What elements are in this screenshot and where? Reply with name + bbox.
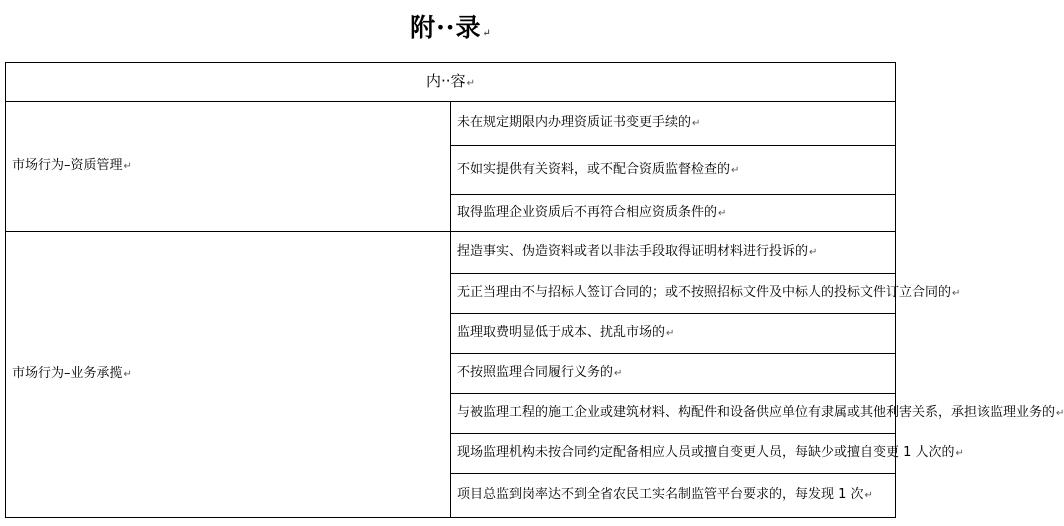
table-row: [6, 232, 896, 274]
item-cell: 捏造事实、伪造资料或者以非法手段取得证明材料进行投诉的↵: [451, 232, 896, 274]
table-row: [6, 102, 896, 146]
item-cell: 不如实提供有关资料，或不配合资质监督检查的↵: [451, 146, 896, 195]
appendix-table: [5, 62, 1064, 518]
table-header-row: [6, 63, 896, 102]
item-cell: 与被监理工程的施工企业或建筑材料、构配件和设备供应单位有隶属或其他利害关系，承担该监理业务的↵: [451, 394, 896, 434]
item-cell: 无正当理由不与招标人签订合同的；或不按照招标文件及中标人的投标文件订立合同的↵: [451, 274, 896, 314]
appendix-title: 附··录↵: [410, 13, 492, 42]
item-cell: 未在规定期限内办理资质证书变更手续的↵: [451, 102, 896, 146]
category-cell-qualification: 市场行为–资质管理↵: [6, 102, 451, 232]
item-cell: 现场监理机构未按合同约定配备相应人员或擅自变更人员，每缺少或擅自变更 1 人次的↵: [451, 434, 896, 474]
item-cell: 不按照监理合同履行义务的↵: [451, 354, 896, 394]
item-cell: 取得监理企业资质后不再符合相应资质条件的↵: [451, 195, 896, 232]
category-cell-business: 市场行为–业务承揽↵: [6, 232, 451, 518]
item-cell: 监理取费明显低于成本、扰乱市场的↵: [451, 314, 896, 354]
item-cell: 项目总监到岗率达不到全省农民工实名制监管平台要求的，每发现 1 次↵: [451, 474, 896, 518]
table-header-cell: 内··容↵: [6, 63, 896, 102]
